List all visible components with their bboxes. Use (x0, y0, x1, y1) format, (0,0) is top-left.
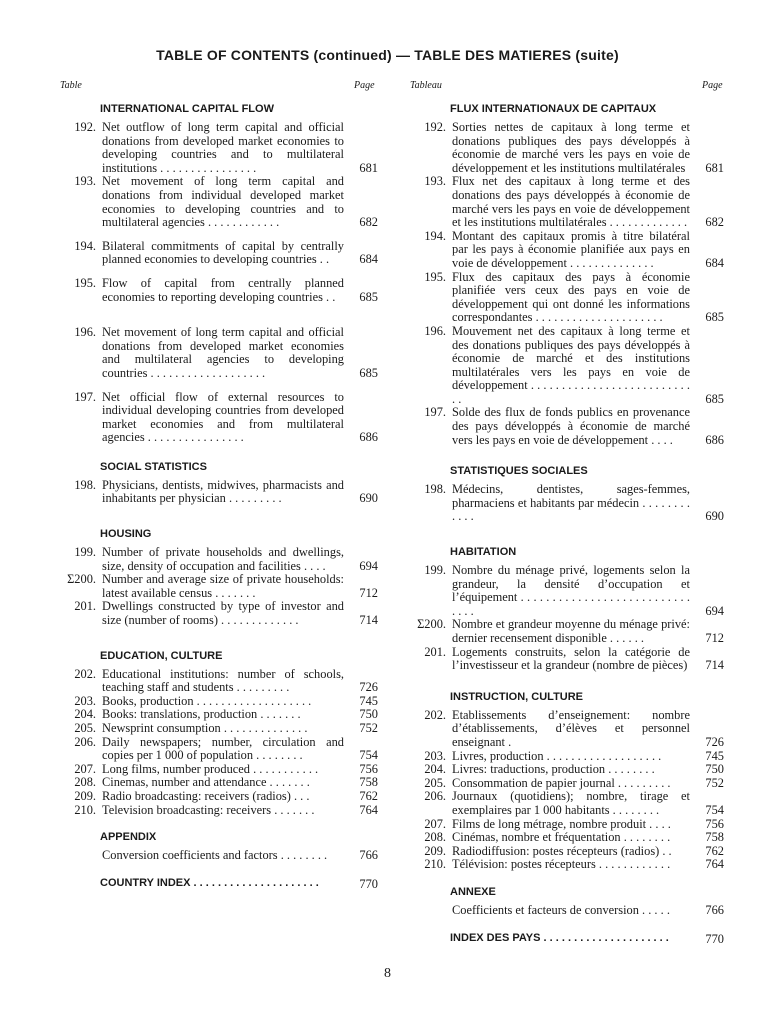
entry-number: 198. (74, 477, 96, 492)
entry-page: 681 (705, 160, 724, 175)
entry-page: 685 (705, 391, 724, 406)
entry-page: 745 (705, 748, 724, 763)
toc-section (410, 932, 724, 947)
entry-number: 193. (74, 174, 96, 189)
section-title: INSTRUCTION, CULTURE (450, 690, 584, 703)
section-title: INTERNATIONAL CAPITAL FLOW (100, 103, 274, 115)
toc-entry (410, 818, 724, 832)
entry-number: 207. (74, 761, 96, 776)
toc-entry (60, 175, 378, 229)
entry-number: 202. (74, 666, 96, 681)
entry-number: 195. (74, 275, 96, 290)
page-title: TABLE OF CONTENTS (continued) — TABLE DES MATIERES (suite) (156, 47, 619, 63)
toc-section (60, 650, 378, 818)
entry-page: 756 (359, 761, 378, 776)
toc-entry (60, 546, 378, 573)
entry-title: Sorties nettes de capitaux à long terme et donations publiques des pays développés à économie de marché vers les pays en voie de développement et les institutions multilatérales (452, 120, 690, 175)
entry-title: Livres, production . . . . . . . . . . . . . . . . . . . (452, 748, 662, 763)
entry-title: Coefficients et facteurs de conversion . . . . . (452, 902, 670, 917)
entry-page: 758 (359, 775, 378, 790)
entry-title: Long films, number produced . . . . . . . . . . . (102, 761, 319, 776)
toc-entry (410, 777, 724, 791)
toc-entry (60, 479, 378, 506)
entry-title: Educational institutions: number of schools, teaching staff and students . . . . . . . . . (102, 666, 344, 695)
entry-page: 762 (359, 788, 378, 803)
entry-page: 752 (359, 721, 378, 735)
entry-page: 766 (705, 902, 724, 917)
toc-section (410, 546, 724, 673)
entry-page: 756 (705, 816, 724, 831)
toc-entry (410, 121, 724, 175)
entry-number: 197. (424, 405, 446, 420)
toc-entry (410, 230, 724, 271)
entry-number: 203. (74, 693, 96, 708)
toc-section (60, 831, 378, 863)
entry-page: 754 (359, 748, 378, 763)
toc-entry (410, 325, 724, 407)
section-title-text: INDEX DES PAYS . . . . . . . . . . . . . . . . . . . . . (450, 931, 669, 944)
entry-number: 197. (74, 389, 96, 404)
entry-page: 686 (705, 432, 724, 447)
entry-page: 764 (705, 857, 724, 872)
entry-number: 208. (424, 830, 446, 845)
toc-entry (60, 240, 378, 267)
toc-entry (60, 736, 378, 763)
entry-title: Etablissements d’enseignement: nombre d’établissements, d’élèves et personnel enseignant . (452, 707, 690, 749)
entry-title: Number of private households and dwellings, size, density of occupation and facilities . . . . (102, 545, 344, 573)
entry-title: Bilateral commitments of capital by centrally planned economies to developing countries . . (102, 238, 344, 267)
page-number: 8 (384, 966, 391, 981)
entry-title: Dwellings constructed by type of investor and size (number of rooms) . . . . . . . . . . . . . (102, 599, 344, 628)
entry-number: 192. (424, 120, 446, 134)
entry-number: 195. (424, 269, 446, 284)
entry-page: 694 (705, 603, 724, 618)
entry-number: 202. (424, 707, 446, 722)
entry-title: Journaux (quotidiens); nombre, tirage et exemplaires par 1 000 habitants . . . . . . . . (452, 789, 690, 817)
entry-page: 685 (359, 289, 378, 304)
toc-entry (60, 277, 378, 304)
entry-title: Radiodiffusion: postes récepteurs (radios) . . (452, 843, 672, 858)
entry-number: 201. (74, 599, 96, 614)
entry-page: 754 (705, 802, 724, 817)
entry-page: 681 (359, 160, 378, 175)
toc-entry (60, 722, 378, 736)
entry-page: 712 (359, 585, 378, 600)
entry-page: 694 (359, 558, 378, 573)
entry-page: 712 (705, 631, 724, 645)
entry-number: 199. (424, 563, 446, 578)
section-title (450, 932, 724, 947)
entry-title: Mouvement net des capitaux à long terme et des donations publiques des pays développés à économie de marché et des institutions multilatérales vers les pays en voie de développement . . . . . . . . . . . . . . . . . . . . . . . . . . . . (452, 323, 690, 406)
entry-title: Conversion coefficients and factors . . . . . . . . (102, 848, 328, 863)
entry-number: 208. (74, 775, 96, 790)
section-title-page: 770 (705, 931, 724, 946)
section-title: HOUSING (100, 528, 152, 541)
entry-page: 714 (359, 613, 378, 628)
section-title-page: 770 (359, 876, 378, 891)
section-title: APPENDIX (100, 831, 157, 844)
section-title: ANNEXE (450, 885, 496, 898)
toc-entry (410, 790, 724, 817)
toc-column-english (60, 103, 378, 898)
entry-number: 192. (74, 120, 96, 134)
entry-number: 209. (424, 843, 446, 858)
col-head-table-fr: Tableau (410, 80, 442, 91)
entry-title: Médecins, dentistes, sages-femmes, pharmaciens et habitants par médecin . . . . . . . . . . . . (452, 482, 690, 524)
toc-entry (410, 709, 724, 750)
toc-section (60, 877, 378, 892)
toc-entry (410, 750, 724, 764)
entry-page: 682 (705, 215, 724, 230)
section-title-text: COUNTRY INDEX . . . . . . . . . . . . . . . . . . . . . (100, 876, 319, 889)
entry-title: Cinemas, number and attendance . . . . . . . (102, 775, 310, 790)
entry-page: 685 (705, 310, 724, 325)
toc-entry (60, 600, 378, 627)
entry-page: 690 (705, 509, 724, 524)
toc-entry (410, 904, 724, 918)
entry-page: 682 (359, 215, 378, 230)
entry-title: Films de long métrage, nombre produit . . . . (452, 816, 671, 831)
toc-entry (60, 804, 378, 818)
entry-number: 201. (424, 644, 446, 659)
toc-section (60, 461, 378, 506)
entry-title: Books, production . . . . . . . . . . . . . . . . . . . (102, 693, 312, 708)
toc-section (60, 103, 378, 445)
toc-entry (410, 646, 724, 673)
section-title: SOCIAL STATISTICS (100, 460, 207, 473)
entry-title: Flow of capital from centrally planned economies to reporting developing countries . . (102, 275, 344, 304)
entry-number: 204. (74, 707, 96, 722)
entry-number: 198. (424, 482, 446, 497)
entry-title: Number and average size of private households: latest available census . . . . . . . (102, 572, 344, 600)
section-title: FLUX INTERNATIONAUX DE CAPITAUX (450, 103, 657, 115)
entry-number: 206. (424, 789, 446, 804)
entry-title: Net movement of long term capital and donations from individual developed market economies to developing countries and to multilateral agencies . . . . . . . . . . . . (102, 174, 344, 230)
entry-page: 690 (359, 491, 378, 506)
toc-entry (410, 858, 724, 872)
entry-title: Montant des capitaux promis à titre bilatéral par les pays à économie planifiée aux pays en voie de développement . . . . . . . . . . . . . . (452, 228, 690, 270)
entry-page: 752 (705, 775, 724, 790)
entry-number: 209. (74, 788, 96, 803)
toc-entry (60, 776, 378, 790)
entry-number: 196. (74, 325, 96, 340)
entry-page: 684 (359, 252, 378, 267)
entry-page: 750 (705, 762, 724, 777)
entry-page: 766 (359, 848, 378, 863)
toc-section (410, 103, 724, 447)
toc-entry (410, 831, 724, 845)
entry-number: Σ200. (417, 617, 446, 632)
entry-title: Television broadcasting: receivers . . . . . . . (102, 802, 315, 817)
entry-number: 204. (424, 762, 446, 777)
entry-page: 750 (359, 707, 378, 722)
col-head-page-fr: Page (702, 80, 723, 91)
entry-title: Nombre du ménage privé, logements selon la grandeur, la densité d’occupation et l’équipement . . . . . . . . . . . . . . . . . . . . . . . . . . . . . . . (452, 563, 690, 618)
entry-page: 745 (359, 693, 378, 708)
entry-page: 686 (359, 430, 378, 445)
entry-title: Radio broadcasting: receivers (radios) . . . (102, 788, 310, 803)
toc-entry (410, 564, 724, 618)
col-head-page-en: Page (354, 80, 375, 91)
toc-entry (410, 406, 724, 447)
toc-entry (60, 391, 378, 445)
toc-section (410, 691, 724, 872)
entry-title: Net outflow of long term capital and official donations from developed market economies to developing countries and to multilateral institutions . . . . . . . . . . . . . . . . (102, 120, 344, 175)
toc-entry (410, 175, 724, 229)
toc-entry (60, 790, 378, 804)
toc-entry (60, 695, 378, 709)
toc-entry (410, 271, 724, 325)
section-title: STATISTIQUES SOCIALES (450, 465, 588, 478)
entry-title: Newsprint consumption . . . . . . . . . . . . . . (102, 721, 308, 735)
toc-entry (410, 483, 724, 524)
entry-title: Net official flow of external resources to individual developing countries from developed market economies and from multilateral agencies . . . . . . . . . . . . . . . . (102, 389, 344, 445)
toc-entry (60, 668, 378, 695)
entry-page: 685 (359, 365, 378, 380)
entry-number: 205. (424, 775, 446, 790)
toc-entry (410, 845, 724, 859)
entry-title: Flux des capitaux des pays à économie planifiée vers ceux des pays en voie de développement qui ont donné les informations correspondantes . . . . . . . . . . . . . . . . . . . . . (452, 269, 690, 325)
entry-page: 684 (705, 255, 724, 270)
entry-title: Livres: traductions, production . . . . . . . . (452, 762, 655, 777)
entry-title: Télévision: postes récepteurs . . . . . . . . . . . . (452, 857, 671, 872)
entry-title: Daily newspapers; number, circulation and copies per 1 000 of population . . . . . . . . (102, 734, 344, 763)
entry-title: Flux net des capitaux à long terme et des donations des pays développés à économie de marché vers les pays en voie de développement et les institutions multilatérales . . . . . . . . . . . . . (452, 174, 690, 230)
entry-number: 199. (74, 545, 96, 560)
entry-number: 210. (74, 802, 96, 817)
entry-number: 205. (74, 721, 96, 735)
entry-page: 714 (705, 658, 724, 673)
entry-number: 194. (424, 228, 446, 243)
entry-title: Net movement of long term capital and official donations from developed market economies and multilateral agencies to developing countries . . . . . . . . . . . . . . . . . . . (102, 325, 344, 380)
toc-entry (60, 573, 378, 600)
toc-section (410, 886, 724, 918)
entry-page: 764 (359, 802, 378, 817)
entry-number: 210. (424, 857, 446, 872)
section-title: HABITATION (450, 546, 517, 559)
toc-entry (410, 618, 724, 645)
entry-number: 193. (424, 174, 446, 189)
toc-section (410, 465, 724, 524)
entry-number: 206. (74, 734, 96, 749)
col-head-table-en: Table (60, 80, 82, 91)
entry-number: 194. (74, 238, 96, 253)
toc-entry (60, 849, 378, 863)
toc-entry (410, 763, 724, 777)
entry-title: Consommation de papier journal . . . . . . . . . (452, 775, 671, 790)
section-title (100, 877, 378, 892)
entry-number: 196. (424, 323, 446, 338)
entry-title: Nombre et grandeur moyenne du ménage privé: dernier recensement disponible . . . . . . (452, 617, 690, 645)
entry-title: Logements construits, selon la catégorie de l’investisseur et la grandeur (nombre de pièces) (452, 644, 690, 673)
entry-title: Physicians, dentists, midwives, pharmacists and inhabitants per physician . . . . . . . . . (102, 477, 344, 506)
entry-number: 207. (424, 816, 446, 831)
entry-title: Cinémas, nombre et fréquentation . . . . . . . . (452, 830, 671, 845)
entry-title: Solde des flux de fonds publics en provenance des pays développés à économie de marché vers les pays en voie de développement . . . . (452, 405, 690, 447)
entry-page: 758 (705, 830, 724, 845)
toc-entry (60, 708, 378, 722)
entry-page: 726 (359, 680, 378, 695)
section-title: EDUCATION, CULTURE (100, 649, 223, 662)
toc-column-french (410, 103, 724, 953)
entry-number: Σ200. (67, 572, 96, 587)
entry-page: 726 (705, 734, 724, 749)
toc-section (60, 528, 378, 628)
entry-title: Books: translations, production . . . . . . . (102, 707, 301, 722)
toc-entry (60, 763, 378, 777)
toc-entry (60, 121, 378, 175)
entry-page: 762 (705, 843, 724, 858)
entry-number: 203. (424, 748, 446, 763)
toc-entry (60, 326, 378, 380)
